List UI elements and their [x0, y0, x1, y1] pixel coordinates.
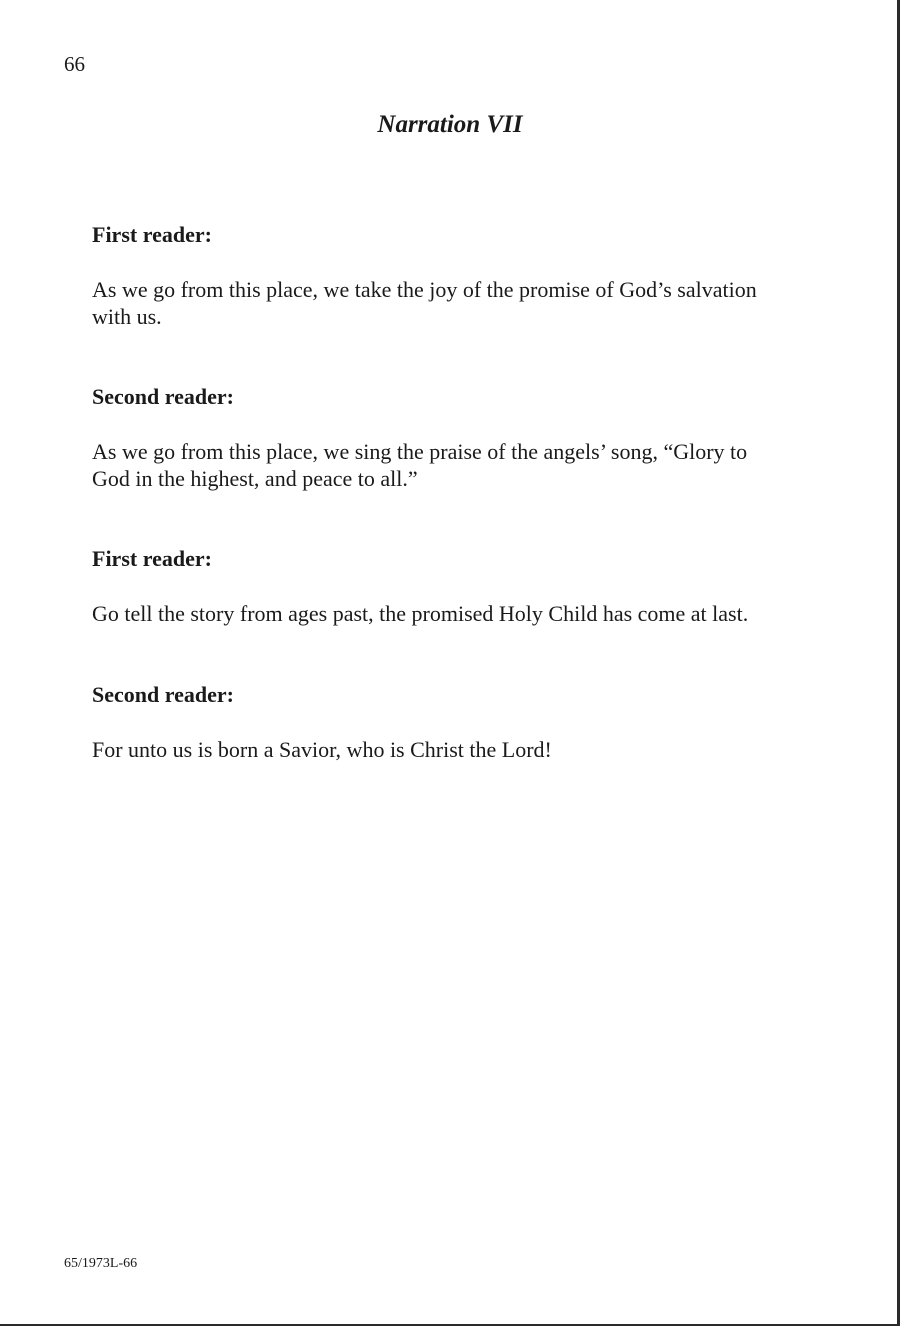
- page-number: 66: [64, 52, 85, 76]
- reading-2: [92, 384, 822, 410]
- reading-4-text: [92, 736, 822, 763]
- speaker-label: First reader:: [92, 222, 212, 247]
- reading-1-text: [92, 276, 822, 330]
- reading-line: As we go from this place, we take the joy of the promise of God’s salvation: [92, 277, 757, 302]
- reading-line: God in the highest, and peace to all.”: [92, 466, 418, 491]
- speaker-label: Second reader:: [92, 682, 234, 707]
- reading-3: [92, 546, 822, 572]
- reading-line: As we go from this place, we sing the praise of the angels’ song, “Glory to: [92, 439, 748, 464]
- reading-line: with us.: [92, 304, 162, 329]
- reading-line: Go tell the story from ages past, the promised Holy Child has come at last.: [92, 601, 749, 626]
- reading-1: [92, 222, 822, 248]
- speaker-label: Second reader:: [92, 384, 234, 409]
- reading-3-text: [92, 600, 822, 627]
- reading-4: [92, 682, 822, 708]
- footer-code: 65/1973L-66: [64, 1256, 138, 1271]
- reading-line: For unto us is born a Savior, who is Christ the Lord!: [92, 737, 552, 762]
- reading-2-text: [92, 438, 822, 492]
- speaker-label: First reader:: [92, 546, 212, 571]
- page-title: Narration VII: [377, 111, 523, 138]
